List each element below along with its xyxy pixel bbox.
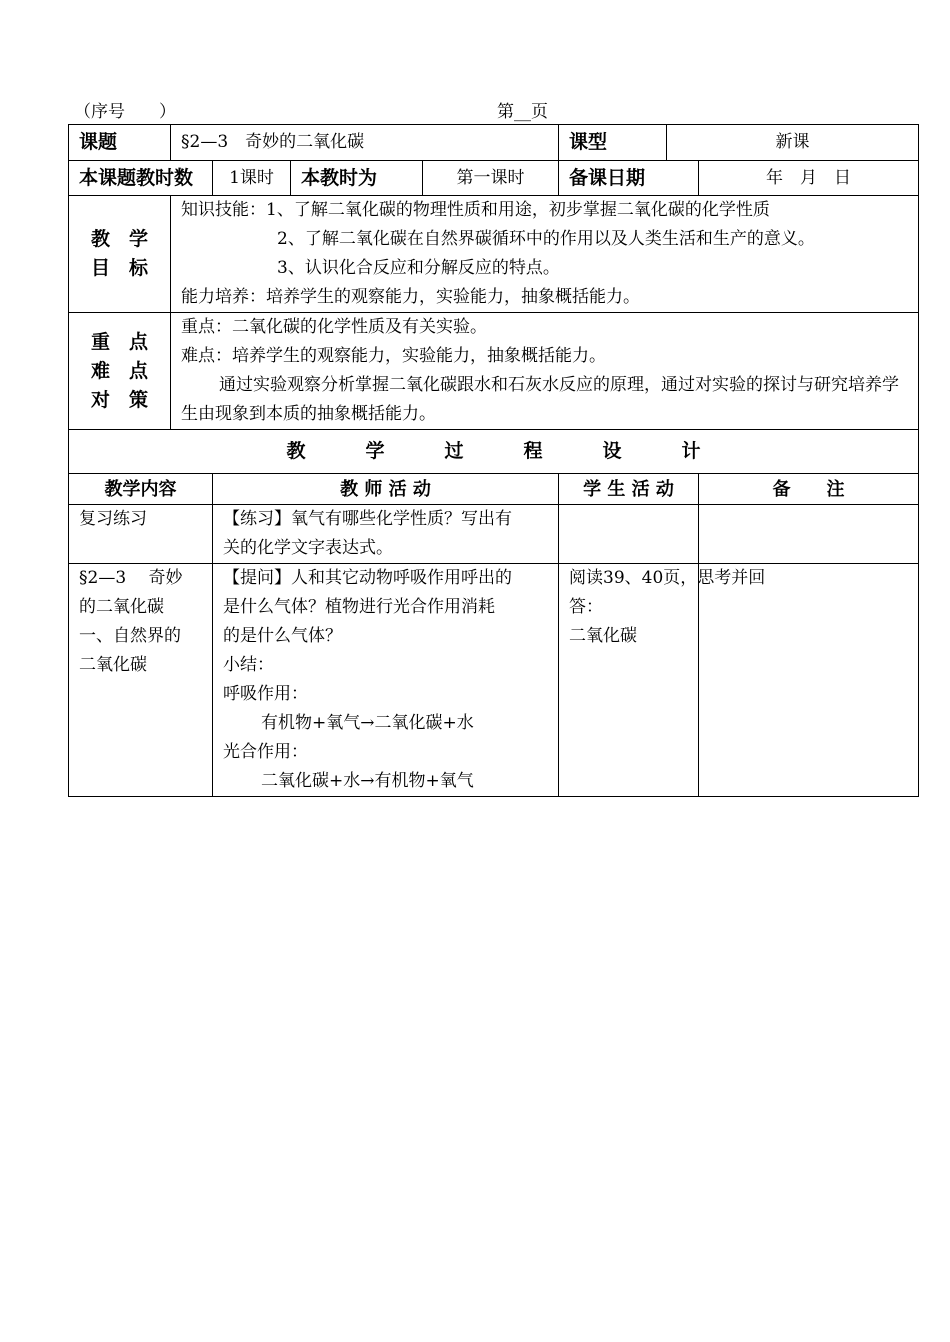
lesson-type-value: 新课 [667, 125, 919, 161]
focus-content [171, 313, 919, 430]
focus-label: 重 点 难 点 对 策 [69, 313, 171, 430]
goal-ability: 能力培养：培养学生的观察能力，实验能力，抽象概括能力。 [181, 287, 640, 307]
table-row [69, 505, 919, 564]
row-student-cell: 阅读39、40页，思考并回 答： 二氧化碳 [559, 564, 699, 797]
lesson-type-label: 课型 [559, 125, 667, 161]
key-point: 重点：二氧化碳的化学性质及有关实验。 [181, 317, 487, 337]
row-teacher-cell: 【提问】人和其它动物呼吸作用呼出的 是什么气体？植物进行光合作用消耗 的是什么气体？ 小结： 呼吸作用： 有机物+氧气→二氧化碳+水 光合作用： 二氧化碳+水→有机物+氧气 [213, 564, 559, 797]
goal-knowledge: 知识技能：1、了解二氧化碳的物理性质和用途，初步掌握二氧化碳的化学性质 [181, 200, 770, 220]
strategy: 通过实验观察分析掌握二氧化碳跟水和石灰水反应的原理，通过对实验的探讨与研究培养学生由现象到本质的抽象概括能力。 [181, 375, 899, 424]
session-value: 第一课时 [423, 161, 559, 196]
process-title: 教学过程设计 [69, 430, 919, 474]
row-student-cell [559, 505, 699, 564]
goals-label: 教 学 目 标 [69, 196, 171, 313]
serial-number-label: （序号 ） [74, 102, 176, 122]
col-header-content: 教学内容 [69, 474, 213, 505]
session-label: 本教时为 [291, 161, 423, 196]
topic-label: 课题 [69, 125, 171, 161]
col-header-teacher: 教 师 活 动 [213, 474, 559, 505]
topic-value: §2—3 奇妙的二氧化碳 [171, 125, 559, 161]
table-row [69, 564, 919, 797]
total-hours-value: 1课时 [213, 161, 291, 196]
total-hours-label: 本课题教时数 [69, 161, 213, 196]
page-number-label: 第__页 [497, 102, 548, 122]
lesson-plan-table [68, 124, 919, 797]
row-notes-cell [699, 505, 919, 564]
goal-reactions: 3、认识化合反应和分解反应的特点。 [277, 258, 560, 278]
goal-carbon-cycle: 2、了解二氧化碳在自然界碳循环中的作用以及人类生活和生产的意义。 [277, 229, 815, 249]
col-header-student: 学 生 活 动 [559, 474, 699, 505]
row-content-cell: §2—3 奇妙 的二氧化碳 一、自然界的 二氧化碳 [69, 564, 213, 797]
prep-date-value: 年 月 日 [699, 161, 919, 196]
difficulty: 难点：培养学生的观察能力，实验能力，抽象概括能力。 [181, 346, 606, 366]
goals-content [171, 196, 919, 313]
prep-date-label: 备课日期 [559, 161, 699, 196]
row-content-cell: 复习练习 [69, 505, 213, 564]
row-notes-cell [699, 564, 919, 797]
col-header-notes: 备 注 [699, 474, 919, 505]
row-teacher-cell: 【练习】氧气有哪些化学性质？写出有 关的化学文字表达式。 [213, 505, 559, 564]
